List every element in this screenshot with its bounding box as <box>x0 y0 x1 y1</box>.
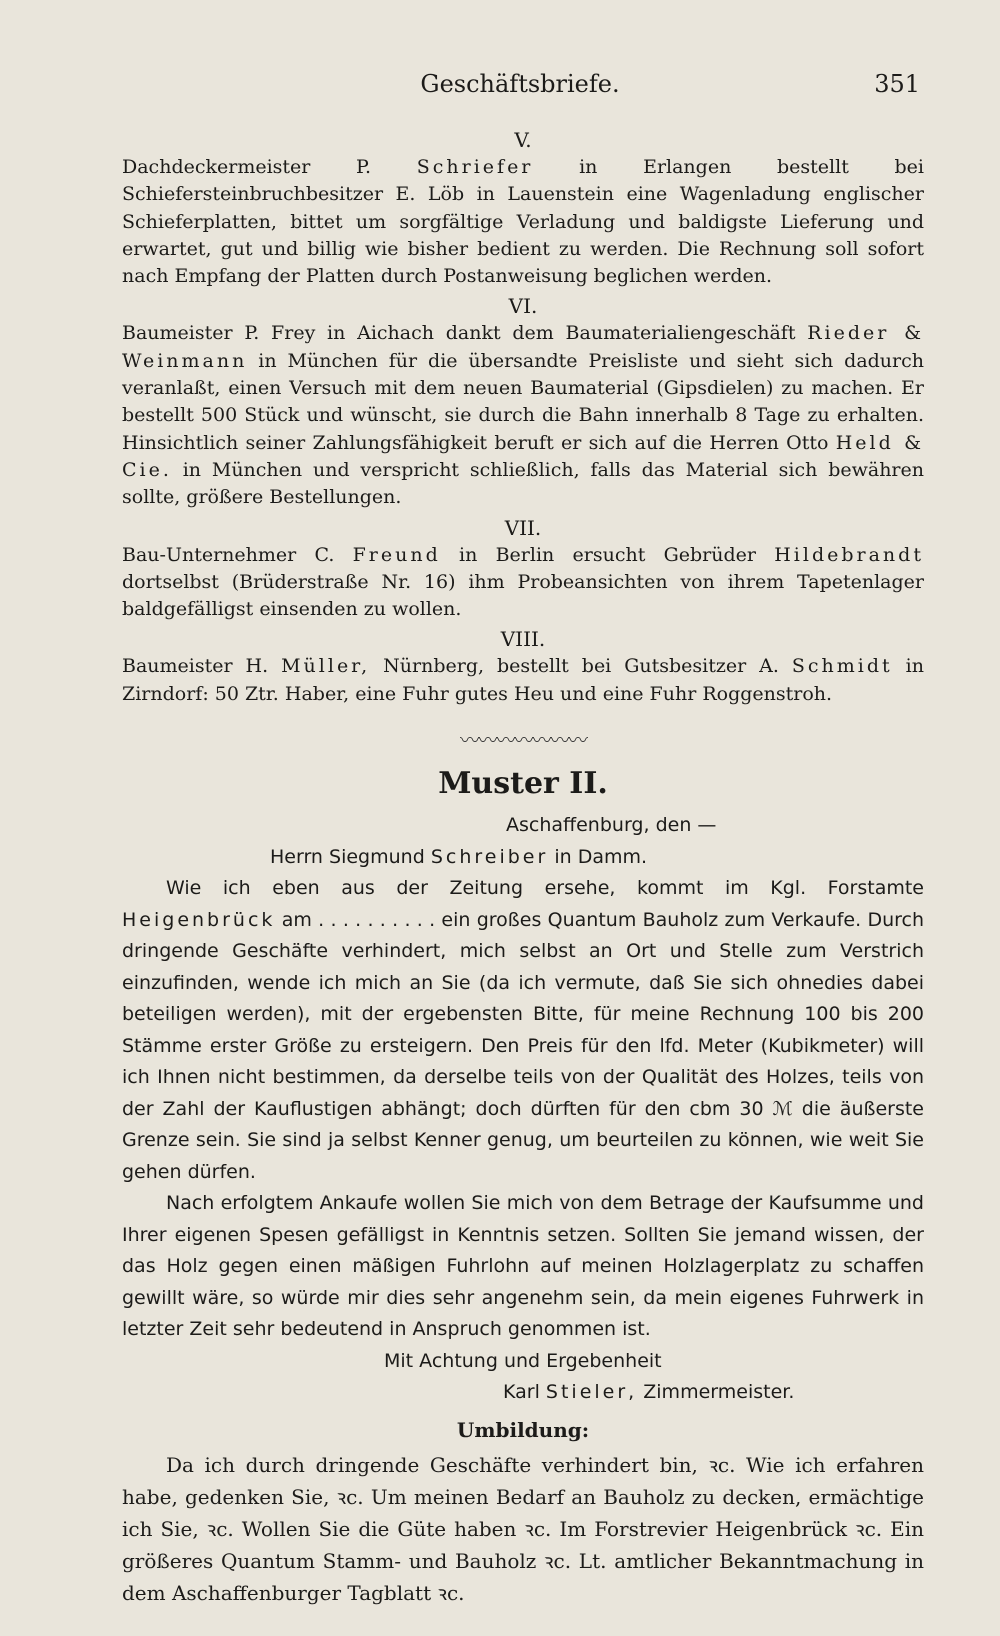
text-run: in Zirndorf: 50 Ztr. Haber, eine Fuhr gutes Heu und eine Fuhr Roggenstroh. <box>122 655 924 705</box>
text-run: Herrn Siegmund <box>270 845 425 868</box>
text-run: am . . . . . . . . . . ein großes Quantum Bauholz zum Verkaufe. Durch dringende Geschäfte verhindert, mich selbst an Ort und Stelle zum Verstrich einzufinden, wende ich mich an Sie (da ich vermute, daß Sie sich ohnedies dabei beteiligen werden), mit der ergebensten Bitte, für meine Rechnung 100 bis 200 Stämme erster Größe zu ersteigern. Den Preis für den lfd. Meter (Kubikmeter) will ich Ihnen nicht bestimmen, da derselbe teils von der Qualität des Holzes, teils von der Zahl der Kauflustigen abhängt; doch dürften für den cbm 30 ℳ die äußerste Grenze sein. Sie sind ja selbst Kenner genug, um beurteilen zu können, wie weit Sie gehen dürfen. <box>122 908 924 1183</box>
spaced-name: Stieler, <box>545 1381 638 1404</box>
muster-heading: Muster II. <box>438 766 608 802</box>
letter-signature <box>122 1377 924 1409</box>
text-run: in München und verspricht schließlich, falls das Material sich bewähren sollte, größere Bestellungen. <box>122 458 924 509</box>
page-number: 351 <box>874 70 920 98</box>
text-run: Zimmermeister. <box>643 1381 795 1404</box>
paragraph-vi <box>122 320 924 511</box>
running-title: Geschäftsbriefe. <box>420 70 620 98</box>
text-run: Baumeister P. Frey in Aichach dankt dem Baumaterialiengeschäft <box>122 322 796 345</box>
umbildung-heading: Umbildung: <box>456 1417 590 1442</box>
letter-body-paragraph-1 <box>122 873 924 1188</box>
letter-address <box>122 842 924 874</box>
spaced-name: Schmidt <box>791 655 893 678</box>
spaced-name: Hildebrandt <box>774 543 924 566</box>
text-run: in Damm. <box>554 845 648 868</box>
section-numeral-v: V. <box>514 128 532 152</box>
spaced-name: Schriefer <box>416 156 534 178</box>
section-numeral-vii: VII. <box>504 515 542 540</box>
page-content <box>122 126 924 1609</box>
paragraph-viii <box>122 653 924 708</box>
text-run: in Berlin ersucht Gebrüder <box>459 543 756 566</box>
spaced-name: Schreiber <box>430 845 549 868</box>
letter-place-date: Aschaffenburg, den — <box>506 814 717 837</box>
text-run: Dachdeckermeister P. <box>122 156 372 178</box>
letter-greeting: Mit Achtung und Ergebenheit <box>384 1349 662 1372</box>
text-run: dortselbst (Brüderstraße Nr. 16) ihm Probeansichten von ihrem Tapetenlager baldgefälligst einsenden zu wollen. <box>122 570 924 621</box>
text-run: Bau-Unternehmer C. <box>122 543 335 566</box>
section-numeral-vi: VI. <box>508 294 538 319</box>
spaced-name: Held & Cie. <box>122 431 925 481</box>
text-run: in München für die übersandte Preisliste und sieht sich dadurch veranlaßt, einen Versuch mit dem neuen Baumaterial (Gipsdielen) zu machen. Er bestellt 500 Stück und wünscht, sie durch die Bahn innerhalb 8 Tage zu erhalten. Hinsichtlich seiner Zahlungsfähigkeit beruft er sich auf die Herren Otto <box>122 349 925 454</box>
text-run: Wie ich eben aus der Zeitung ersehe, kommt im Kgl. Forstamte <box>166 877 924 900</box>
spaced-name: Rieder & Weinmann <box>122 322 924 372</box>
paragraph-v <box>122 154 924 290</box>
spaced-name: Freund <box>352 543 441 566</box>
text-run: Karl <box>503 1381 540 1404</box>
text-run: Nürnberg, bestellt bei Gutsbesitzer A. <box>383 655 779 678</box>
umbildung-text: Da ich durch dringende Geschäfte verhindert bin, ꝛc. Wie ich erfahren habe, gedenken Sie, ꝛc. Um meinen Bedarf an Bauholz zu decken, ermächtige ich Sie, ꝛc. Wollen Sie die Güte haben ꝛc. Im Forstrevier Heigenbrück ꝛc. Ein größeres Quantum Stamm- und Bauholz ꝛc. Lt. amtlicher Bekanntmachung in dem Aschaffenburger Tagblatt ꝛc. <box>122 1452 924 1605</box>
page-header <box>120 70 920 102</box>
text-run: in Erlangen bestellt bei Schiefersteinbruchbesitzer E. Löb in Lauenstein eine Wagenladung englischer Schieferplatten, bittet um sorgfältige Verladung und baldigste Lieferung und erwartet, gut und billig wie bisher bedient zu werden. Die Rechnung soll sofort nach Empfang der Platten durch Postanweisung beglichen werden. <box>122 156 924 288</box>
paragraph-vii <box>122 542 924 624</box>
spaced-name: Müller, <box>281 655 371 678</box>
ornament-divider: 〰〰〰〰〰〰〰 <box>460 728 586 753</box>
letter-body-paragraph-2: Nach erfolgtem Ankaufe wollen Sie mich von dem Betrage der Kaufsumme und Ihrer eigenen Spesen gefälligst in Kenntnis setzen. Sollten Sie jemand wissen, der das Holz gegen einen mäßigen Fuhrlohn auf meinen Holzlagerplatz zu schaffen gewillt wäre, so würde mir dies sehr angenehm sein, da mein eigenes Fuhrwerk in letzter Zeit sehr bedeutend in Anspruch genommen ist. <box>122 1192 924 1341</box>
section-numeral-viii: VIII. <box>500 627 546 652</box>
spaced-name: Heigenbrück <box>122 908 276 931</box>
text-run: Baumeister H. <box>122 655 269 678</box>
